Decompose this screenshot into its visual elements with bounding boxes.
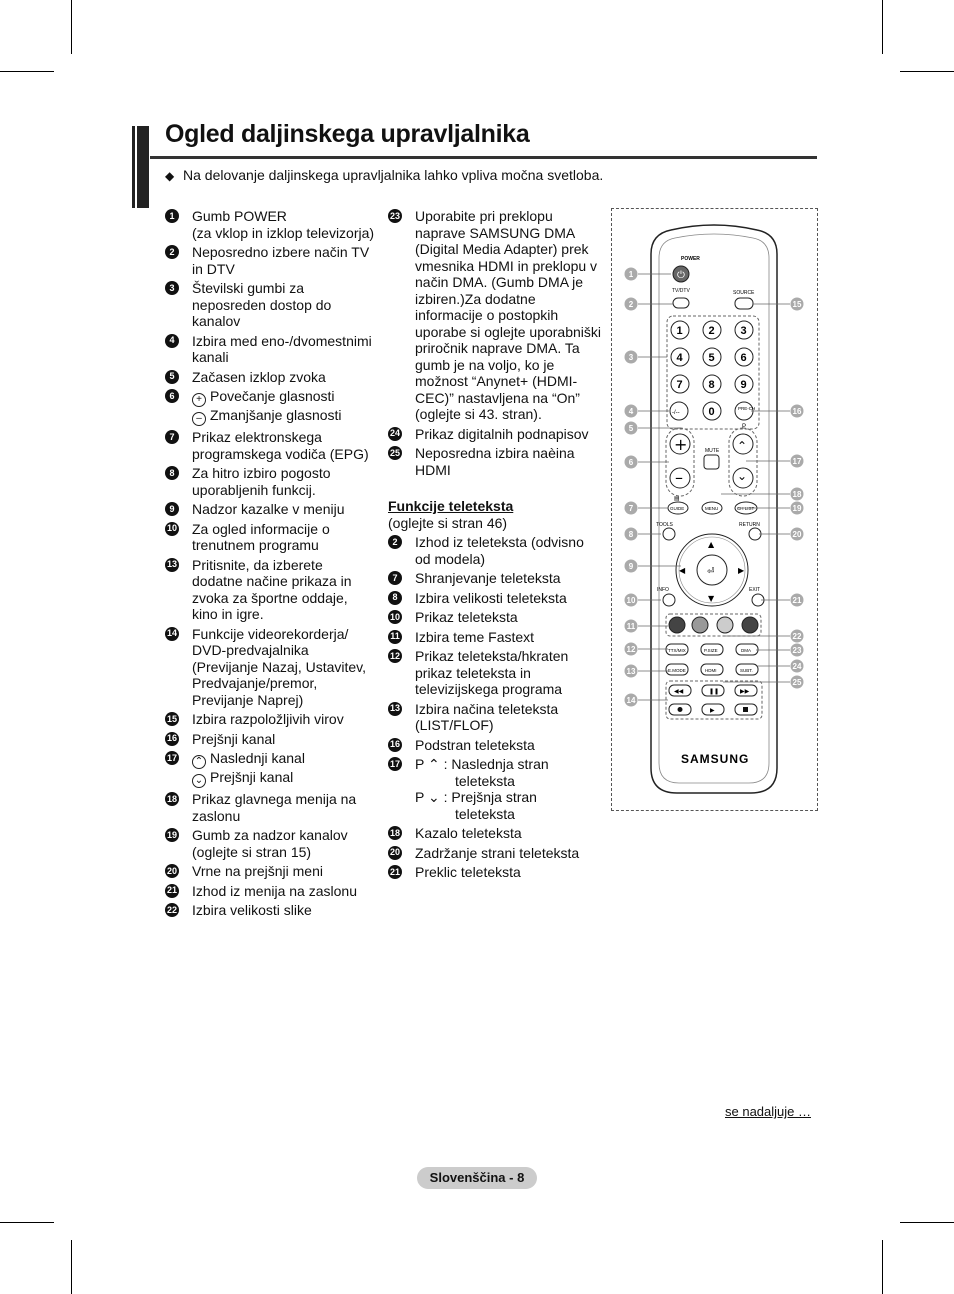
list-item bbox=[165, 465, 375, 498]
hdmi-label: HDMI bbox=[705, 668, 717, 673]
note bbox=[165, 167, 603, 183]
callout-number: 14 bbox=[626, 696, 636, 705]
item-number: 25 bbox=[388, 446, 402, 460]
list-item bbox=[388, 445, 603, 478]
item-number: 9 bbox=[165, 502, 179, 516]
section-marker bbox=[137, 126, 149, 208]
teletext-heading: Funkcije teleteksta bbox=[388, 498, 514, 514]
item-text: Pritisnite, da izberete dodatne načine prikaza in zvoka za športne oddaje, kino in igre. bbox=[192, 556, 352, 622]
list-item bbox=[165, 626, 375, 709]
page-title: Ogled daljinskega upravljalnika bbox=[165, 120, 530, 148]
p-label: P bbox=[742, 424, 747, 430]
list-item bbox=[165, 369, 375, 386]
page-footer: Slovenščina - 8 bbox=[417, 1167, 537, 1189]
subt-label: SUBT. bbox=[740, 668, 753, 673]
list-item bbox=[388, 825, 603, 842]
yellow-button bbox=[717, 617, 733, 633]
minus-icon: – bbox=[675, 468, 683, 487]
digit-label: 2 bbox=[708, 325, 715, 337]
crop-mark bbox=[882, 1240, 883, 1294]
brand-logo: SAMSUNG bbox=[681, 752, 750, 766]
forward-icon: ▶▶ bbox=[740, 688, 750, 695]
item-number: 17 bbox=[165, 751, 179, 765]
symbol-icon: – bbox=[192, 412, 206, 426]
note-text: Na delovanje daljinskega upravljalnika lahko vpliva močna svetloba. bbox=[183, 167, 604, 183]
list-item bbox=[165, 750, 375, 788]
callout-number: 21 bbox=[792, 596, 802, 605]
stop-icon bbox=[743, 707, 748, 712]
item-text: Prikaz teleteksta bbox=[415, 609, 518, 625]
item-number: 11 bbox=[388, 630, 402, 644]
item-number: 8 bbox=[388, 591, 402, 605]
chevron-up-icon: ⌃ bbox=[737, 439, 748, 453]
list-item bbox=[165, 902, 375, 919]
diamond-icon: ◆ bbox=[165, 169, 175, 183]
callout-number: 22 bbox=[792, 632, 802, 641]
item-number: 8 bbox=[165, 466, 179, 480]
dash-label: -/-- bbox=[672, 410, 680, 416]
item-text: Kazalo teleteksta bbox=[415, 825, 522, 841]
item-number: 1 bbox=[165, 209, 179, 223]
item-number: 6 bbox=[165, 389, 179, 403]
enter-icon: ⏎ bbox=[707, 567, 715, 577]
exit-label: EXIT bbox=[749, 587, 761, 593]
list-item bbox=[388, 629, 603, 646]
digit-label: 3 bbox=[740, 325, 747, 337]
item-text: Prikaz teleteksta/hkraten prikaz teleteksta in televizijskega programa bbox=[415, 648, 569, 697]
item-text: Neposredno izbere način TV in DTV bbox=[192, 244, 370, 277]
item-text: Gumb za nadzor kanalov (oglejte si stran 15) bbox=[192, 827, 348, 860]
item-text: Izhod iz teleteksta (odvisno od modela) bbox=[415, 534, 584, 567]
item-text: Izbira razpoložljivih virov bbox=[192, 711, 344, 727]
item-text: ⌃ Naslednji kanal ⌄ Prejšnji kanal bbox=[192, 750, 375, 788]
power-icon: ⏻ bbox=[677, 270, 685, 281]
crop-mark bbox=[900, 71, 954, 72]
item-text: Uporabite pri preklopu naprave SAMSUNG DMA (Digital Media Adapter) prek vmesnika HDMI in preklopu v način DMA. (Gumb DMA je izbiren.)Za dodatne informacije o postopkih uporabe si oglejte uporabniški priročnik naprave DMA. Ta gumb je na voljo, ko je možnost “Anynet+ (HDMI-CEC)” nastavljena na “On” (oglejte si 43. stran). bbox=[415, 208, 602, 422]
callout-number: 17 bbox=[792, 457, 802, 466]
menu-label: MENU bbox=[705, 506, 719, 511]
list-item bbox=[165, 711, 375, 728]
callout-number: 4 bbox=[628, 407, 634, 416]
item-number: 2 bbox=[165, 245, 179, 259]
item-number: 7 bbox=[165, 430, 179, 444]
chevron-down-icon: ⌄ bbox=[737, 469, 748, 483]
continuation: teleteksta bbox=[455, 772, 515, 789]
callout-number: 6 bbox=[628, 458, 634, 467]
callout-number: 7 bbox=[628, 504, 634, 513]
psize-label: P.SIZE bbox=[704, 648, 718, 653]
callout-number: 12 bbox=[626, 645, 636, 654]
arrow-up-icon: ▲ bbox=[708, 540, 715, 549]
ttxmix-label: TTX/MIX bbox=[668, 648, 686, 653]
plus-icon: + bbox=[674, 435, 688, 454]
digit-label: 9 bbox=[740, 379, 747, 391]
callout-number: 9 bbox=[628, 562, 634, 571]
right-column bbox=[388, 208, 603, 884]
item-text: Izbira velikosti teleteksta bbox=[415, 589, 567, 606]
arrow-left-icon: ◀ bbox=[679, 566, 686, 575]
record-icon bbox=[678, 707, 683, 712]
continuation: teleteksta bbox=[455, 805, 515, 822]
digit-label: 4 bbox=[676, 352, 683, 364]
crop-mark bbox=[71, 1240, 72, 1294]
item-text: Izhod iz menija na zaslonu bbox=[192, 882, 357, 899]
list-item bbox=[165, 883, 375, 900]
callout-number: 15 bbox=[792, 300, 802, 309]
item-text: Prikaz digitalnih podnapisov bbox=[415, 425, 589, 442]
list-item bbox=[388, 534, 603, 567]
list-item bbox=[165, 557, 375, 623]
list-item bbox=[388, 737, 603, 754]
item-number: 4 bbox=[165, 334, 179, 348]
item-text: Izbira načina teleteksta (LIST/FLOF) bbox=[415, 700, 559, 733]
list-item bbox=[388, 208, 603, 423]
list-item bbox=[388, 756, 603, 822]
list-item bbox=[388, 426, 603, 443]
callout-number: 16 bbox=[792, 407, 802, 416]
item-number: 2 bbox=[388, 535, 402, 549]
item-text: Prejšnji kanal bbox=[192, 730, 276, 747]
symbol-icon: ⌃ bbox=[192, 755, 206, 769]
item-text: Za hitro izbiro pogosto uporabljenih funkcij. bbox=[192, 465, 331, 498]
list-item bbox=[165, 388, 375, 426]
item-text: Za ogled informacije o trenutnem programu bbox=[192, 520, 330, 553]
play-icon: ▶ bbox=[710, 707, 715, 714]
list-item bbox=[388, 570, 603, 587]
item-number: 18 bbox=[388, 826, 402, 840]
info-label: INFO bbox=[657, 587, 669, 593]
crop-mark bbox=[0, 1222, 54, 1223]
green-button bbox=[692, 617, 708, 633]
list-item bbox=[165, 827, 375, 860]
list-item bbox=[388, 701, 603, 734]
blue-button bbox=[742, 617, 758, 633]
mute-label: MUTE bbox=[705, 448, 720, 454]
crop-mark bbox=[0, 71, 54, 72]
list-item bbox=[388, 590, 603, 607]
callout-number: 10 bbox=[626, 596, 636, 605]
list-item bbox=[165, 731, 375, 748]
mute-button bbox=[704, 455, 719, 469]
callout-number: 23 bbox=[792, 646, 802, 655]
item-text: Nadzor kazalke v meniju bbox=[192, 501, 345, 517]
callout-number: 5 bbox=[628, 424, 634, 433]
callout-number: 2 bbox=[628, 300, 634, 309]
dma-label: DMA bbox=[741, 648, 751, 653]
list-item bbox=[388, 609, 603, 626]
item-text: Funkcije videorekorderja/ DVD-predvajalnika (Previjanje Nazaj, Ustavitev, Predvajanje/premor, Previjanje Naprej) bbox=[192, 625, 367, 708]
return-label: RETURN bbox=[739, 522, 760, 528]
item-number: 21 bbox=[388, 865, 402, 879]
crop-mark bbox=[71, 0, 72, 54]
source-button bbox=[735, 298, 753, 309]
list-item bbox=[388, 648, 603, 698]
item-number: 18 bbox=[165, 792, 179, 806]
list-item bbox=[165, 244, 375, 277]
item-text: Gumb POWER (za vklop in izklop televizorja) bbox=[192, 208, 375, 241]
crop-mark bbox=[900, 1222, 954, 1223]
digit-label: 0 bbox=[708, 406, 715, 418]
item-number: 17 bbox=[388, 757, 402, 771]
crop-mark bbox=[882, 0, 883, 54]
symbol-icon: ⌄ bbox=[192, 774, 206, 788]
item-text: Preklic teleteksta bbox=[415, 864, 521, 880]
item-text: Vrne na prejšnji meni bbox=[192, 863, 323, 879]
tools-label: TOOLS bbox=[656, 522, 673, 528]
item-number: 16 bbox=[165, 732, 179, 746]
item-number: 12 bbox=[388, 649, 402, 663]
item-number: 23 bbox=[388, 209, 402, 223]
power-label: POWER bbox=[681, 256, 700, 262]
item-text: Podstran teleteksta bbox=[415, 736, 535, 753]
arrow-right-icon: ▶ bbox=[738, 566, 745, 575]
list-item bbox=[388, 864, 603, 881]
guide-icon: ▤ bbox=[674, 495, 680, 502]
prech-button bbox=[735, 402, 756, 420]
item-text: Zadržanje strani teleteksta bbox=[415, 844, 580, 861]
callout-number: 18 bbox=[792, 490, 802, 499]
pause-icon: ❚❚ bbox=[709, 688, 720, 695]
item-number: 3 bbox=[165, 281, 179, 295]
emode-label: E.MODE bbox=[668, 668, 686, 673]
left-column bbox=[165, 208, 375, 922]
tools-button bbox=[663, 528, 675, 540]
list-item bbox=[165, 791, 375, 824]
info-button bbox=[663, 594, 675, 606]
item-text: + Povečanje glasnosti – Zmanjšanje glasnosti bbox=[192, 388, 375, 426]
item-text: Izbira velikosti slike bbox=[192, 902, 312, 918]
digit-label: 5 bbox=[708, 352, 715, 364]
teletext-subnote: (oglejte si stran 46) bbox=[388, 514, 508, 531]
prech-label: PRE-CH bbox=[738, 406, 756, 411]
callout-number: 24 bbox=[792, 662, 802, 671]
rewind-icon: ◀◀ bbox=[674, 688, 684, 695]
item-text: Izbira med eno-/dvomestnimi kanali bbox=[192, 332, 372, 365]
source-label: SOURCE bbox=[733, 290, 755, 296]
callout-number: 25 bbox=[792, 678, 802, 687]
item-text: Prikaz elektronskega programskega vodiča (EPG) bbox=[192, 429, 369, 462]
tvdtv-label: TV/DTV bbox=[672, 288, 690, 294]
red-button bbox=[669, 617, 685, 633]
callout-number: 20 bbox=[792, 530, 802, 539]
digit-label: 1 bbox=[676, 325, 683, 337]
item-text: Izbira teme Fastext bbox=[415, 628, 535, 645]
list-item bbox=[165, 863, 375, 880]
item-number: 21 bbox=[165, 884, 179, 898]
item-text: Shranjevanje teleteksta bbox=[415, 570, 561, 586]
item-text: Številski gumbi za neposreden dostop do kanalov bbox=[192, 280, 332, 329]
item-text: P ⌃ : Naslednja stran teleteksta P ⌄ : Prejšnja stran teleteksta bbox=[415, 756, 603, 822]
chlist-label: CH LIST bbox=[737, 506, 755, 511]
list-item bbox=[165, 429, 375, 462]
item-number: 14 bbox=[165, 627, 179, 641]
digit-label: 6 bbox=[740, 352, 747, 364]
item-number: 16 bbox=[388, 738, 402, 752]
callout-number: 19 bbox=[792, 504, 802, 513]
callout-number: 3 bbox=[628, 353, 634, 362]
callout-number: 8 bbox=[628, 530, 634, 539]
item-text: Začasen izklop zvoka bbox=[192, 368, 326, 385]
list-item bbox=[165, 208, 375, 241]
item-number: 15 bbox=[165, 712, 179, 726]
list-item bbox=[165, 521, 375, 554]
item-text: Neposredna izbira naèina HDMI bbox=[415, 445, 575, 478]
item-number: 20 bbox=[388, 846, 402, 860]
item-number: 5 bbox=[165, 370, 179, 384]
item-number: 19 bbox=[165, 828, 179, 842]
teletext-items bbox=[388, 534, 603, 881]
item-number: 10 bbox=[388, 610, 402, 624]
item-number: 13 bbox=[388, 702, 402, 716]
list-item bbox=[165, 333, 375, 366]
item-number: 20 bbox=[165, 864, 179, 878]
right-items bbox=[388, 208, 603, 478]
item-number: 10 bbox=[165, 522, 179, 536]
tvdtv-button bbox=[673, 298, 689, 308]
remote-illustration bbox=[611, 208, 818, 811]
guide-label: GUIDE bbox=[670, 506, 685, 511]
digit-label: 7 bbox=[676, 379, 683, 391]
section-marker bbox=[132, 126, 135, 208]
symbol-icon: + bbox=[192, 393, 206, 407]
item-number: 13 bbox=[165, 558, 179, 572]
continue-link[interactable]: se nadaljuje … bbox=[725, 1104, 811, 1119]
list-item bbox=[165, 501, 375, 518]
callout-number: 13 bbox=[626, 667, 636, 676]
title-rule bbox=[150, 156, 817, 159]
list-item bbox=[165, 280, 375, 330]
digit-label: 8 bbox=[708, 379, 715, 391]
item-number: 22 bbox=[165, 903, 179, 917]
callout-number: 1 bbox=[628, 270, 634, 279]
item-text: Prikaz glavnega menija na zaslonu bbox=[192, 791, 357, 824]
item-number: 7 bbox=[388, 571, 402, 585]
item-number: 24 bbox=[388, 427, 402, 441]
list-item bbox=[388, 845, 603, 862]
arrow-down-icon: ▼ bbox=[708, 594, 715, 603]
callout-number: 11 bbox=[626, 622, 636, 631]
